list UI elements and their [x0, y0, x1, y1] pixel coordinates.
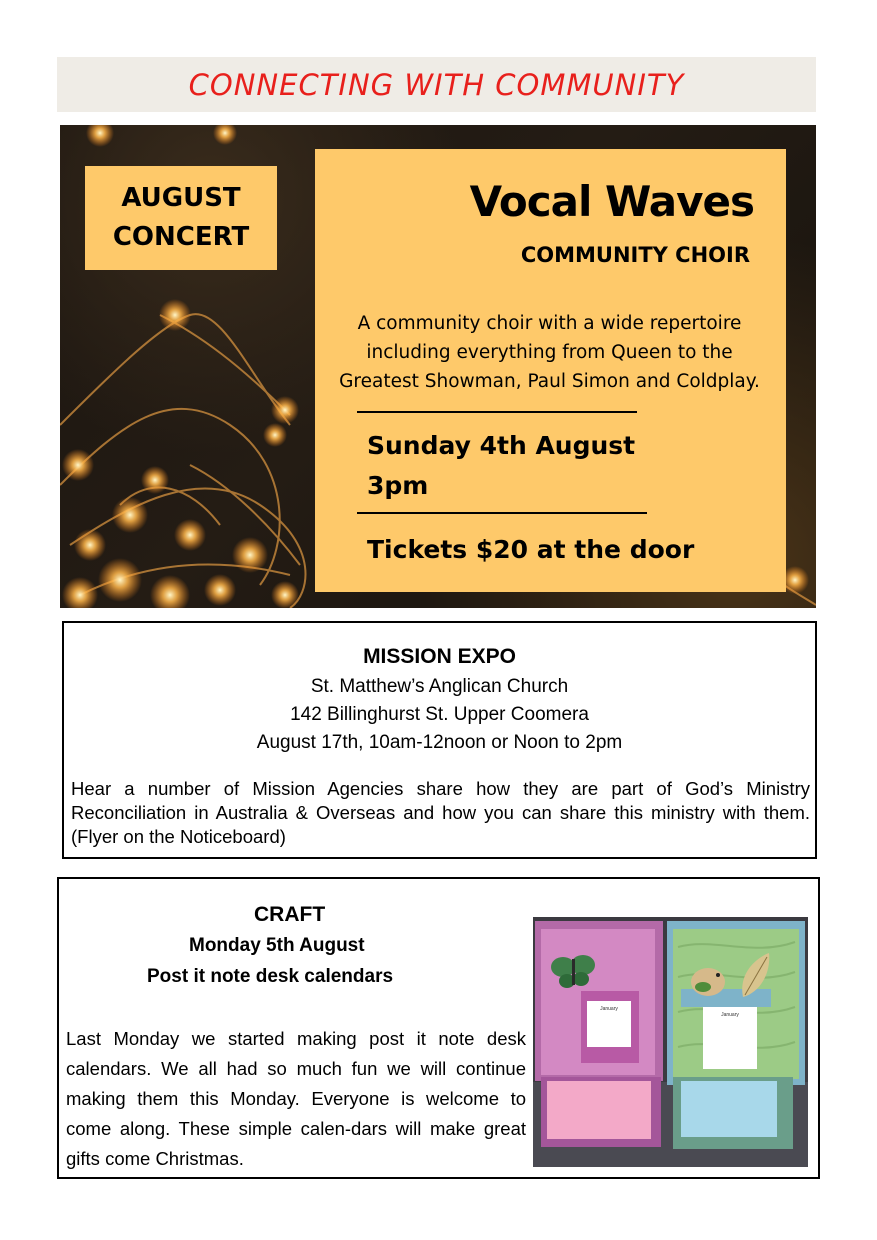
concert-badge-line2: CONCERT [112, 222, 250, 252]
concert-date: Sunday 4th August [367, 431, 636, 460]
concert-description-line: including everything from Queen to the [366, 342, 733, 363]
header-band [57, 57, 816, 112]
concert-description-line: Greatest Showman, Paul Simon and Coldplay. [339, 371, 760, 392]
mission-expo-body: Hear a number of Mission Agencies share how they are part of God’s Ministry Reconciliation in Australia & Overseas and how you can share this ministry with them. (Flyer on the Noticeboard) [71, 778, 810, 847]
craft-subtitle: Post it note desk calendars [147, 966, 394, 987]
mission-expo-when: August 17th, 10am-12noon or Noon to 2pm [256, 732, 623, 753]
page-title: CONNECTING WITH COMMUNITY [188, 67, 685, 102]
concert-description [327, 309, 772, 396]
concert-banner [60, 125, 816, 608]
craft-box [57, 877, 820, 1179]
calendar-month-label: January [721, 1012, 739, 1018]
divider [357, 411, 637, 413]
concert-badge-line1: AUGUST [121, 183, 241, 213]
mission-expo-venue: St. Matthew’s Anglican Church [310, 676, 569, 697]
calendar-month-label: January [600, 1006, 618, 1012]
mission-expo-box [62, 621, 817, 859]
desk-calendars-illustration [533, 917, 808, 1167]
concert-time: 3pm [367, 471, 429, 500]
concert-title: Vocal Waves [469, 177, 754, 226]
bird-icon [691, 968, 725, 996]
concert-info-panel [315, 149, 786, 592]
mission-expo-address: 142 Billinghurst St. Upper Coomera [290, 704, 589, 725]
desk-calendar-photo [533, 917, 808, 1167]
concert-tickets: Tickets $20 at the door [367, 535, 695, 564]
divider [357, 512, 647, 514]
craft-title: CRAFT [254, 903, 326, 926]
craft-date: Monday 5th August [189, 935, 365, 956]
concert-datetime [367, 426, 635, 506]
concert-badge [85, 166, 277, 270]
concert-subtitle: COMMUNITY CHOIR [520, 243, 750, 267]
mission-expo-title: MISSION EXPO [363, 645, 516, 668]
craft-body: Last Monday we started making post it note desk calendars. We all had so much fun we will continue making them this Monday. Everyone is welcome to come along. These simple calen-dars will make great gifts come Christmas. [66, 1028, 526, 1169]
concert-description-line: A community choir with a wide repertoire [357, 313, 742, 334]
